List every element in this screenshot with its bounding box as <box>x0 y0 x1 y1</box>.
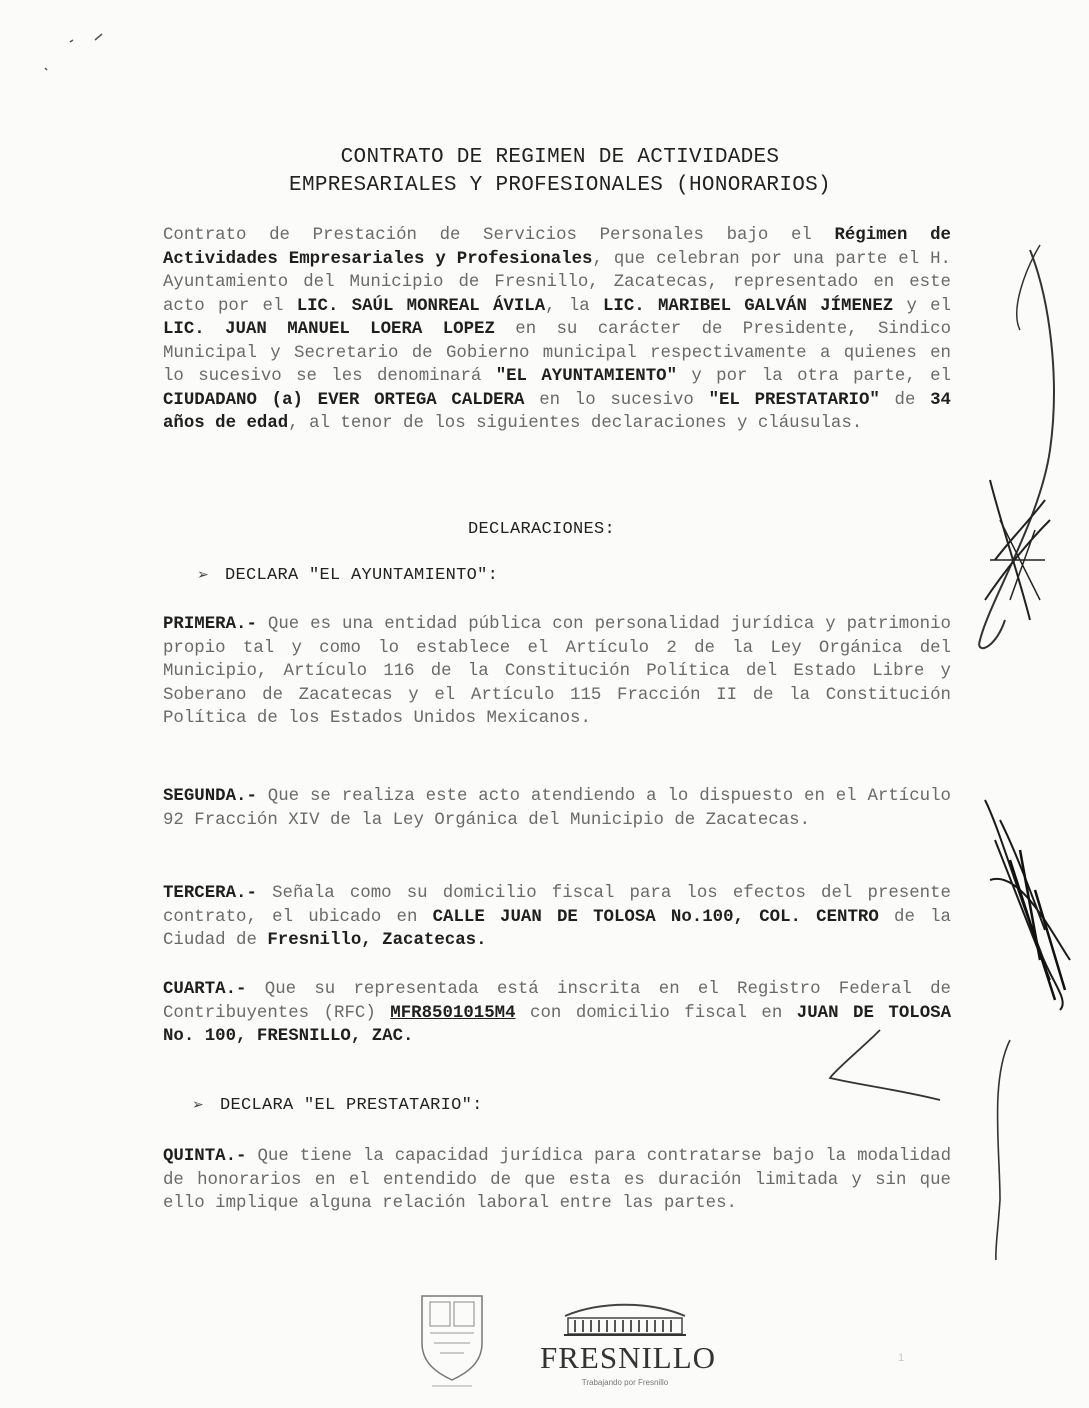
domicilio-fiscal: JUAN DE TOLOSA No. 100, FRESNILLO, ZAC. <box>163 1003 951 1046</box>
intro-bold-secretario: LIC. JUAN MANUEL LOERA LOPEZ <box>163 320 495 339</box>
clause-text: con domicilio fiscal en <box>515 1003 797 1023</box>
fresnillo-tagline: Trabajando por Fresnillo <box>581 1378 669 1387</box>
intro-paragraph <box>163 224 951 436</box>
declaraciones-heading: DECLARACIONES: <box>468 520 616 539</box>
intro-bold-ciudadano: CIUDADANO (a) EVER ORTEGA CALDERA <box>163 390 525 410</box>
declara-prestatario-label: DECLARA "EL PRESTATARIO": <box>220 1096 483 1115</box>
intro-bold-sindico: LIC. MARIBEL GALVÁN JÍMENEZ <box>602 296 894 316</box>
escudo-icon <box>412 1288 492 1393</box>
clause-quinta <box>163 1145 951 1216</box>
intro-text-7: en lo sucesivo <box>524 390 709 410</box>
document-title-line2: EMPRESARIALES Y PROFESIONALES (HONORARIOS) <box>289 174 831 197</box>
clause-segunda <box>163 785 951 832</box>
clause-text: de la Ciudad de <box>163 907 951 950</box>
declara-prestatario-heading <box>192 1096 483 1115</box>
clause-tercera <box>163 882 951 953</box>
clause-text: Señala como su domicilio fiscal para los efectos del presente contrato, el ubicado en <box>163 884 951 927</box>
intro-bold-prestatario: "EL PRESTATARIO" <box>708 390 880 410</box>
intro-text-1: Contrato de Prestación de Servicios Personales bajo el <box>163 226 835 245</box>
clause-cuarta <box>163 978 951 1049</box>
clause-label: CUARTA.- <box>163 980 247 999</box>
arrow-bullet-icon: ➢ <box>197 567 210 583</box>
clause-text: Que es una entidad pública con personalidad jurídica y patrimonio propio tal y como lo establece el Artículo 2 de la Ley Orgánica del Municipio, Artículo 116 de la Constitución Política del Estado Libre y Soberano de Zacatecas y el Artículo 115 Fracción II de la Constitución Política de los Estados Unidos Mexicanos. <box>163 615 951 728</box>
clause-label: SEGUNDA.- <box>163 787 257 806</box>
document-title-line1: CONTRATO DE REGIMEN DE ACTIVIDADES <box>340 146 780 169</box>
domicilio-address: CALLE JUAN DE TOLOSA No.100, COL. CENTRO <box>432 907 879 927</box>
clause-text: Que tiene la capacidad jurídica para contratarse bajo la modalidad de honorarios en el entendido de que esta es duración limitada y sin que ello implique alguna relación laboral entre las partes. <box>163 1147 951 1213</box>
intro-bold-ayuntamiento: "EL AYUNTAMIENTO" <box>495 367 678 386</box>
intro-text-3: , la <box>545 296 603 316</box>
intro-bold-regimen: Régimen de Actividades Empresariales y Profesionales <box>163 226 951 269</box>
intro-text-9: , al tenor de los siguientes declaraciones y cláusulas. <box>288 414 863 433</box>
intro-text-6: y por la otra parte, el <box>677 367 952 386</box>
declara-ayuntamiento-label: DECLARA "EL AYUNTAMIENTO": <box>225 566 499 585</box>
clause-primera <box>163 613 951 731</box>
intro-bold-edad: 34 años de edad <box>163 390 951 433</box>
fresnillo-logo-text: FRESNILLO <box>540 1340 717 1375</box>
page-number: 1 <box>898 1352 905 1364</box>
intro-bold-presidente: LIC. SAÚL MONREAL ÁVILA <box>296 296 546 316</box>
arrow-bullet-icon: ➢ <box>192 1097 205 1113</box>
clause-text: Que su representada está inscrita en el Registro Federal de Contribuyentes (RFC) <box>163 980 951 1023</box>
clause-label: PRIMERA.- <box>163 615 257 634</box>
intro-text-4: y el <box>893 296 952 316</box>
rfc-value: MFR8501015M4 <box>390 1003 516 1023</box>
declara-ayuntamiento-heading <box>197 566 498 585</box>
intro-text-5: en su carácter de Presidente, Sindico Municipal y Secretario de Gobierno municipal respectivamente a quienes en lo sucesivo se les denominará <box>163 320 951 386</box>
clause-text: Que se realiza este acto atendiendo a lo dispuesto en el Artículo 92 Fracción XIV de la Ley Orgánica del Municipio de Zacatecas. <box>163 787 951 830</box>
intro-text-2: , que celebran por una parte el H. Ayuntamiento del Municipio de Fresnillo, Zacatecas, representado en este acto por el <box>163 249 951 316</box>
domicilio-city: Fresnillo, Zacatecas. <box>267 931 487 950</box>
clause-label: TERCERA.- <box>163 884 257 903</box>
fresnillo-building-icon <box>560 1296 690 1338</box>
intro-text-8: de <box>879 390 931 410</box>
clause-label: QUINTA.- <box>163 1147 247 1166</box>
